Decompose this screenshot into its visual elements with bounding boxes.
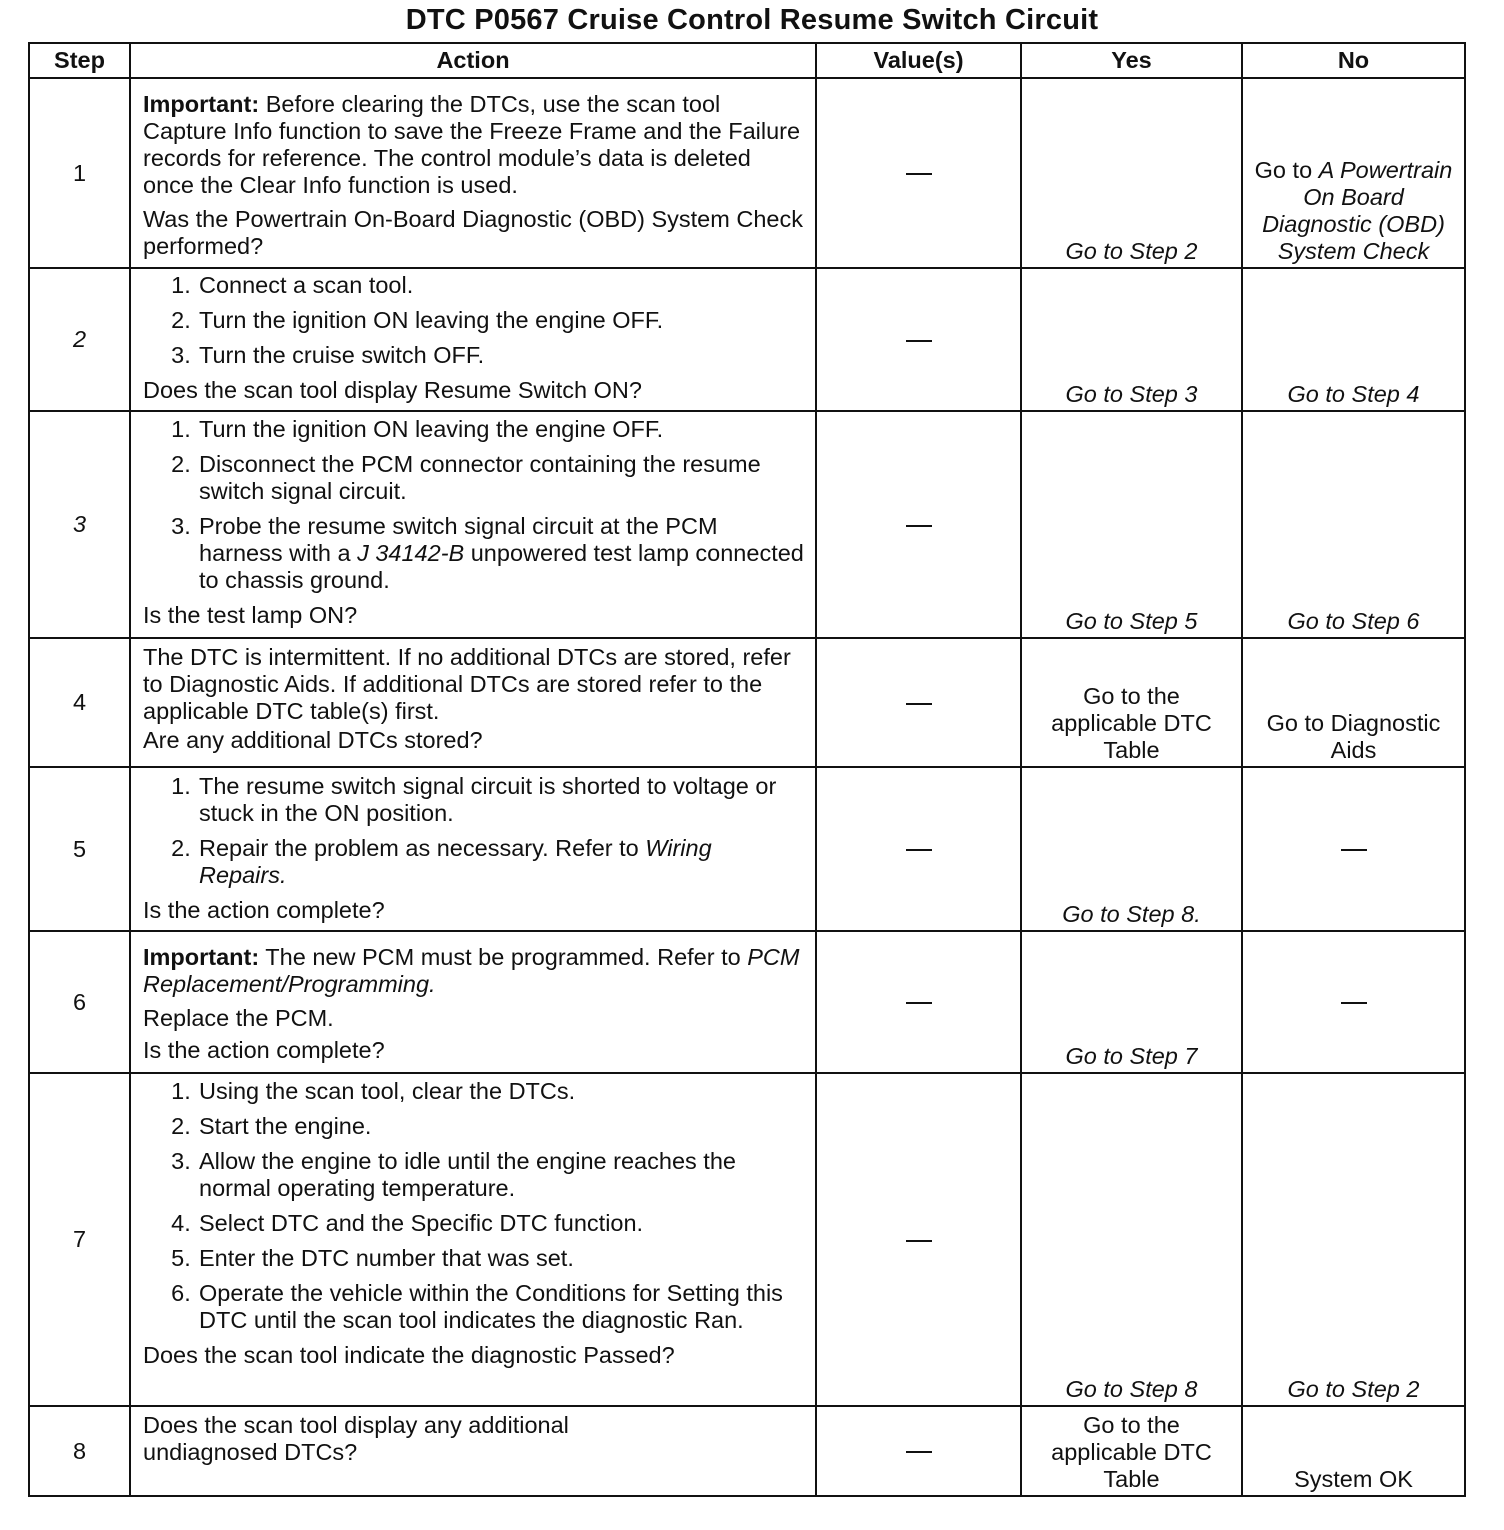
table-row [29,931,1465,1073]
no-link-text: A Powertrain On Board Diagnostic (OBD) System Check [1262,157,1453,264]
doc-reference: Wiring Repairs. [199,835,712,888]
action-question: Does the scan tool display Resume Switch ON? [143,377,642,403]
list-item: 1. Connect a scan tool. [171,272,414,298]
no-cell [1242,1406,1465,1496]
no-result: System OK [1294,1466,1413,1492]
action-cell [130,1073,816,1406]
no-cell [1242,931,1465,1073]
no-link[interactable]: Go to Step 4 [1287,381,1420,407]
list-item: 4. Select DTC and the Specific DTC function. [171,1210,644,1236]
list-item: 3. Turn the cruise switch OFF. [171,342,485,368]
step-number: 1 [29,78,130,268]
no-prefix: Go to [1254,157,1319,183]
step-number: 2 [29,268,130,411]
value-cell [816,767,1021,931]
header-no: No [1242,43,1465,78]
action-question: Is the action complete? [143,1037,385,1063]
list-item: 1. Using the scan tool, clear the DTCs. [171,1078,576,1104]
important-note [143,91,805,199]
table-row [29,78,1465,268]
action-question: Was the Powertrain On-Board Diagnostic (OBD) System Check performed? [143,206,803,259]
empty-dash [906,173,932,175]
list-item: 2. Disconnect the PCM connector containing the resume switch signal circuit. [171,451,761,504]
empty-dash [906,525,932,527]
empty-dash [906,849,932,851]
table-row [29,1406,1465,1496]
step-number: 3 [29,411,130,638]
important-label: Important: [143,944,260,970]
empty-dash [906,340,932,342]
value-cell [816,78,1021,268]
important-text: Before clearing the DTCs, use the scan tool Capture Info function to save the Freeze Frame and the Failure records for reference. The control module’s data is deleted once the Clear Info function is used. [143,91,801,198]
list-item: 2. Start the engine. [171,1113,372,1139]
important-text: The new PCM must be programmed. Refer to [259,944,748,970]
value-cell [816,411,1021,638]
table-row [29,1073,1465,1406]
list-item: 1. Turn the ignition ON leaving the engine OFF. [171,416,664,442]
action-cell [130,931,816,1073]
yes-cell [1021,411,1242,638]
header-values: Value(s) [816,43,1021,78]
no-cell [1242,78,1465,268]
step-number: 5 [29,767,130,931]
table-row [29,268,1465,411]
yes-link[interactable]: Go to the applicable DTC Table [1051,683,1212,763]
action-question: Does the scan tool indicate the diagnostic Passed? [143,1342,675,1368]
action-question: Is the test lamp ON? [143,602,358,628]
value-cell [816,268,1021,411]
no-link[interactable]: Go to Step 6 [1287,608,1420,634]
action-cell [130,411,816,638]
yes-cell [1021,638,1242,767]
yes-link[interactable]: Go to the applicable DTC Table [1051,1412,1212,1492]
action-text: Replace the PCM. [143,1005,334,1031]
action-cell [130,268,816,411]
no-link[interactable]: Go to Step 2 [1287,1376,1420,1402]
action-cell [130,638,816,767]
no-cell [1242,767,1465,931]
yes-link[interactable]: Go to Step 2 [1065,238,1198,264]
yes-cell [1021,1073,1242,1406]
step-number: 8 [29,1406,130,1496]
no-cell [1242,411,1465,638]
no-link[interactable]: Go to Diagnostic Aids [1266,710,1441,763]
header-row [29,43,1465,78]
empty-dash [906,1451,932,1453]
action-cell [130,78,816,268]
action-text: The DTC is intermittent. If no additional DTCs are stored, refer to Diagnostic Aids. If additional DTCs are stored refer to the applicable DTC table(s) first. [143,644,791,724]
action-steps-list [143,272,805,369]
list-item: 2. Repair the problem as necessary. Refer to Wiring Repairs. [171,835,712,888]
header-step: Step [29,43,130,78]
diagnostic-table [28,42,1466,1497]
action-question: Are any additional DTCs stored? [143,727,483,753]
important-label: Important: [143,91,260,117]
step-number: 4 [29,638,130,767]
page-title: DTC P0567 Cruise Control Resume Switch Circuit [405,4,1099,36]
value-cell [816,638,1021,767]
action-question: Does the scan tool display any additional undiagnosed DTCs? [143,1412,569,1465]
list-item: 1. The resume switch signal circuit is shorted to voltage or stuck in the ON position. [171,773,777,826]
action-cell [130,767,816,931]
list-item: 5. Enter the DTC number that was set. [171,1245,574,1271]
action-steps-list [143,773,805,889]
value-cell [816,1406,1021,1496]
empty-dash [906,1240,932,1242]
list-item: 3. Allow the engine to idle until the engine reaches the normal operating temperature. [171,1148,736,1201]
yes-cell [1021,78,1242,268]
table-row [29,767,1465,931]
no-cell [1242,1073,1465,1406]
empty-dash [906,703,932,705]
step-number: 7 [29,1073,130,1406]
yes-link[interactable]: Go to Step 8. [1062,901,1201,927]
no-link[interactable] [1247,157,1460,265]
no-cell [1242,268,1465,411]
tool-reference: J 34142-B [357,540,465,566]
list-item: 3. Probe the resume switch signal circuit at the PCM harness with a J 34142-B unpowered test lamp connected to chassis ground. [171,513,804,593]
no-cell [1242,638,1465,767]
list-item: 6. Operate the vehicle within the Conditions for Setting this DTC until the scan tool indicates the diagnostic Ran. [171,1280,783,1333]
yes-link[interactable]: Go to Step 3 [1065,381,1198,407]
action-cell [130,1406,816,1496]
yes-link[interactable]: Go to Step 8 [1065,1376,1198,1402]
important-note [143,944,805,998]
doc-reference: PCM Replacement/Programming. [143,944,800,997]
yes-cell [1021,268,1242,411]
value-cell [816,1073,1021,1406]
yes-link[interactable]: Go to Step 7 [1065,1043,1198,1069]
action-question: Is the action complete? [143,897,385,923]
yes-link[interactable]: Go to Step 5 [1065,608,1198,634]
table-row [29,638,1465,767]
header-yes: Yes [1021,43,1242,78]
action-steps-list [143,416,805,594]
list-item: 2. Turn the ignition ON leaving the engine OFF. [171,307,664,333]
empty-dash [906,1002,932,1004]
empty-dash [1341,1002,1367,1004]
action-steps-list [143,1078,805,1334]
yes-cell [1021,767,1242,931]
header-action: Action [130,43,816,78]
value-cell [816,931,1021,1073]
empty-dash [1341,849,1367,851]
table-row [29,411,1465,638]
yes-cell [1021,931,1242,1073]
yes-cell [1021,1406,1242,1496]
step-number: 6 [29,931,130,1073]
